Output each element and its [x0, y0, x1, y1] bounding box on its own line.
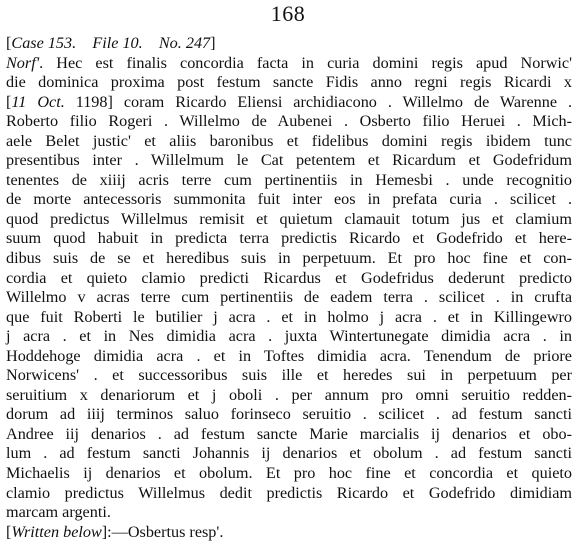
- date-label: 11 Oct.: [11, 92, 65, 111]
- text-line: Willelmo v acras terre cum pertinentiis de eadem terra . scilicet . in crufta: [6, 288, 572, 307]
- text-line: de morte antecessoris summonita fuit inter eos in prefata curia . scilicet .: [6, 190, 572, 209]
- text-line: dorum ad iiij terminos saluo forinseco seruitio . scilicet . ad festum sancti: [6, 405, 572, 424]
- case-label: Case 153.: [11, 34, 77, 52]
- text-line: j acra . et in Nes dimidia acra . juxta Wintertunegate dimidia acra . in: [6, 327, 572, 346]
- endorsement-line: [Written below]:—Osbertus resp'.: [6, 522, 224, 541]
- text-line: quod predictus Willelmus remisit et quietum clamauit totum jus et clamium: [6, 209, 572, 228]
- text-line: seruitium x denariorum et j oboli . per annum pro omni seruitio redden-: [6, 385, 572, 404]
- number-label: No. 247: [158, 34, 211, 52]
- county-label: Norf': [6, 53, 40, 72]
- text-line: tenentes de xiiij acris terre cum pertinentiis in Hemesbi . unde recognitio: [6, 170, 572, 189]
- text-line: clamio predictus Willelmus dedit predictis Ricardo et Godefrido dimidiam: [6, 483, 572, 502]
- endorsement-text: :—Osbertus resp'.: [107, 522, 224, 541]
- text-line: Andree iij denarios . ad festum sancte Marie marcialis ij denarios et obo-: [6, 424, 572, 443]
- text-line: Roberto filio Rogeri . Willelmo de Aubenei . Osberto filio Heruei . Mich-: [6, 112, 572, 131]
- text-line: dibus suis de se et heredibus suis in perpetuum. Et pro hoc fine et con-: [6, 249, 572, 268]
- text-line: cordia et quieto clamio predicti Ricardus et Godefridus dederunt predicto: [6, 268, 572, 287]
- text-line: que fuit Roberti le butilier j acra . et in holmo j acra . et in Killingewro: [6, 307, 572, 326]
- page-number: 168: [270, 1, 306, 26]
- endorsement-label: Written below: [11, 522, 102, 541]
- charter-text: [6, 34, 572, 542]
- text-line: Norwicens' . et successoribus suis ille et heredes sui in perpetuum per: [6, 366, 572, 385]
- file-label: File 10.: [92, 34, 143, 52]
- text-line: Norf'. Hec est finalis concordia facta in curia domini regis apud Norwic': [6, 53, 572, 72]
- text-line: suum quod habuit in predicta terra predictis Ricardo et Godefrido et here-: [6, 229, 572, 248]
- text-line: die dominica proxima post festum sancte Fidis anno regni regis Ricardi x: [6, 73, 572, 92]
- case-reference-line: [Case 153. File 10. No. 247]: [6, 34, 216, 52]
- text-line: marcam argenti.: [6, 503, 111, 522]
- text-line: lum . ad festum sancti Johannis ij denarios et obolum . ad festum sancti: [6, 444, 572, 463]
- text-line: Michaelis ij denarios et obolum. Et pro hoc fine et concordia et quieto: [6, 464, 572, 483]
- text-line: aele Belet justic' et aliis baronibus et fidelibus domini regis ibidem tunc: [6, 131, 572, 150]
- text-line: Hoddehoge dimidia acra . et in Toftes dimidia acra. Tenendum de priore: [6, 346, 572, 365]
- text-line: [11 Oct. 1198] coram Ricardo Eliensi archidiacono . Willelmo de Warenne .: [6, 92, 573, 111]
- text-line: presentibus inter . Willelmum le Cat petentem et Ricardum et Godefridum: [6, 151, 572, 170]
